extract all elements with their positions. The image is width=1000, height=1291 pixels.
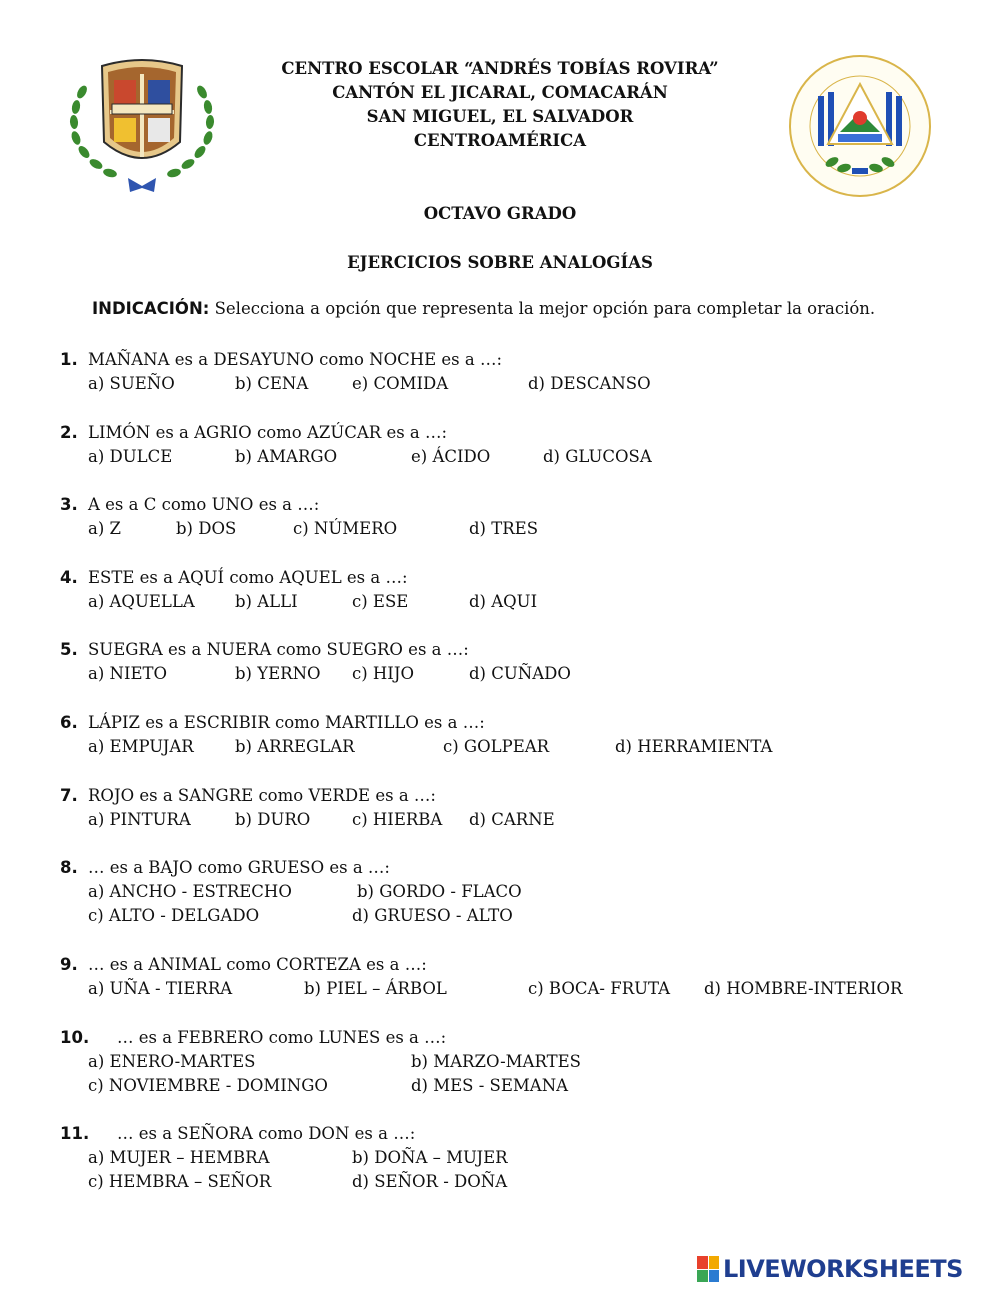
option-a[interactable]: a) NIETO — [88, 664, 168, 683]
question-text: … es a BAJO como GRUESO es a …: — [88, 858, 390, 877]
option-a[interactable]: a) Z — [88, 519, 121, 538]
option-d[interactable]: d) GRUESO - ALTO — [352, 906, 513, 925]
question-number: 10. — [60, 1028, 90, 1047]
option-d[interactable]: d) MES - SEMANA — [411, 1076, 569, 1095]
question-text: SUEGRA es a NUERA como SUEGRO es a …: — [88, 640, 469, 659]
option-b[interactable]: b) ALLI — [235, 592, 298, 611]
question-text: LÁPIZ es a ESCRIBIR como MARTILLO es a …: — [88, 713, 485, 732]
option-b[interactable]: b) AMARGO — [235, 447, 338, 466]
option-a[interactable]: a) ENERO-MARTES — [88, 1052, 256, 1071]
option-a[interactable]: a) MUJER – HEMBRA — [88, 1148, 270, 1167]
option-d[interactable]: d) CARNE — [469, 810, 555, 829]
question-number: 7. — [60, 786, 78, 805]
school-location-canton: CANTÓN EL JICARAL, COMACARÁN — [332, 83, 668, 102]
option-c[interactable]: c) NÚMERO — [293, 519, 398, 538]
question-text: LIMÓN es a AGRIO como AZÚCAR es a …: — [88, 423, 448, 442]
option-d[interactable]: d) GLUCOSA — [543, 447, 652, 466]
option-d[interactable]: d) HOMBRE-INTERIOR — [704, 979, 903, 998]
option-b[interactable]: b) CENA — [235, 374, 309, 393]
question-number: 4. — [60, 568, 78, 587]
option-a[interactable]: a) UÑA - TIERRA — [88, 979, 233, 998]
instruction — [92, 299, 875, 318]
liveworksheets-icon — [697, 1256, 719, 1282]
subject-title: EJERCICIOS SOBRE ANALOGÍAS — [347, 253, 653, 272]
option-c[interactable]: e) COMIDA — [352, 374, 449, 393]
option-d[interactable]: d) CUÑADO — [469, 664, 571, 683]
liveworksheets-logo — [697, 1253, 963, 1285]
question-text: MAÑANA es a DESAYUNO como NOCHE es a …: — [88, 350, 503, 369]
question-number: 2. — [60, 423, 78, 442]
option-d[interactable]: d) DESCANSO — [528, 374, 651, 393]
option-b[interactable]: b) DOS — [176, 519, 237, 538]
option-d[interactable]: d) TRES — [469, 519, 539, 538]
question-number: 8. — [60, 858, 78, 877]
instruction-label: INDICACIÓN: — [92, 299, 210, 318]
question-number: 11. — [60, 1124, 90, 1143]
question-number: 6. — [60, 713, 78, 732]
option-c[interactable]: c) HIJO — [352, 664, 414, 683]
option-c[interactable]: c) BOCA- FRUTA — [528, 979, 671, 998]
option-b[interactable]: b) YERNO — [235, 664, 321, 683]
option-b[interactable]: b) PIEL – ÁRBOL — [304, 979, 447, 998]
option-b[interactable]: b) MARZO-MARTES — [411, 1052, 581, 1071]
option-b[interactable]: b) DOÑA – MUJER — [352, 1148, 508, 1167]
question-number: 9. — [60, 955, 78, 974]
option-d[interactable]: d) AQUI — [469, 592, 538, 611]
option-a[interactable]: a) DULCE — [88, 447, 173, 466]
question-text: … es a SEÑORA como DON es a …: — [117, 1124, 416, 1143]
option-c[interactable]: c) ALTO - DELGADO — [88, 906, 260, 925]
instruction-text: Selecciona a opción que representa la mejor opción para completar la oración. — [209, 299, 876, 318]
school-location-region: CENTROAMÉRICA — [413, 131, 587, 150]
option-a[interactable]: a) PINTURA — [88, 810, 191, 829]
option-c[interactable]: c) HEMBRA – SEÑOR — [88, 1172, 272, 1191]
option-c[interactable]: c) ESE — [352, 592, 409, 611]
option-d[interactable]: d) SEÑOR - DOÑA — [352, 1172, 508, 1191]
question-text: A es a C como UNO es a …: — [88, 495, 320, 514]
school-name: CENTRO ESCOLAR “ANDRÉS TOBÍAS ROVIRA” — [281, 59, 719, 78]
option-c[interactable]: c) GOLPEAR — [443, 737, 550, 756]
question-number: 5. — [60, 640, 78, 659]
option-a[interactable]: a) SUEÑO — [88, 374, 175, 393]
option-b[interactable]: b) DURO — [235, 810, 311, 829]
option-a[interactable]: a) AQUELLA — [88, 592, 195, 611]
question-text: ESTE es a AQUÍ como AQUEL es a …: — [88, 568, 408, 587]
question-text: ROJO es a SANGRE como VERDE es a …: — [88, 786, 436, 805]
option-c[interactable]: c) NOVIEMBRE - DOMINGO — [88, 1076, 328, 1095]
option-c[interactable]: e) ÁCIDO — [411, 447, 491, 466]
option-b[interactable]: b) GORDO - FLACO — [357, 882, 522, 901]
option-b[interactable]: b) ARREGLAR — [235, 737, 355, 756]
question-text: … es a ANIMAL como CORTEZA es a …: — [88, 955, 427, 974]
option-c[interactable]: c) HIERBA — [352, 810, 443, 829]
question-number: 1. — [60, 350, 78, 369]
question-number: 3. — [60, 495, 78, 514]
liveworksheets-text: LIVEWORKSHEETS — [723, 1255, 963, 1283]
grade-title: OCTAVO GRADO — [423, 204, 577, 223]
option-a[interactable]: a) ANCHO - ESTRECHO — [88, 882, 292, 901]
school-location-city: SAN MIGUEL, EL SALVADOR — [366, 107, 634, 126]
option-a[interactable]: a) EMPUJAR — [88, 737, 194, 756]
option-d[interactable]: d) HERRAMIENTA — [615, 737, 773, 756]
question-text: … es a FEBRERO como LUNES es a …: — [117, 1028, 447, 1047]
